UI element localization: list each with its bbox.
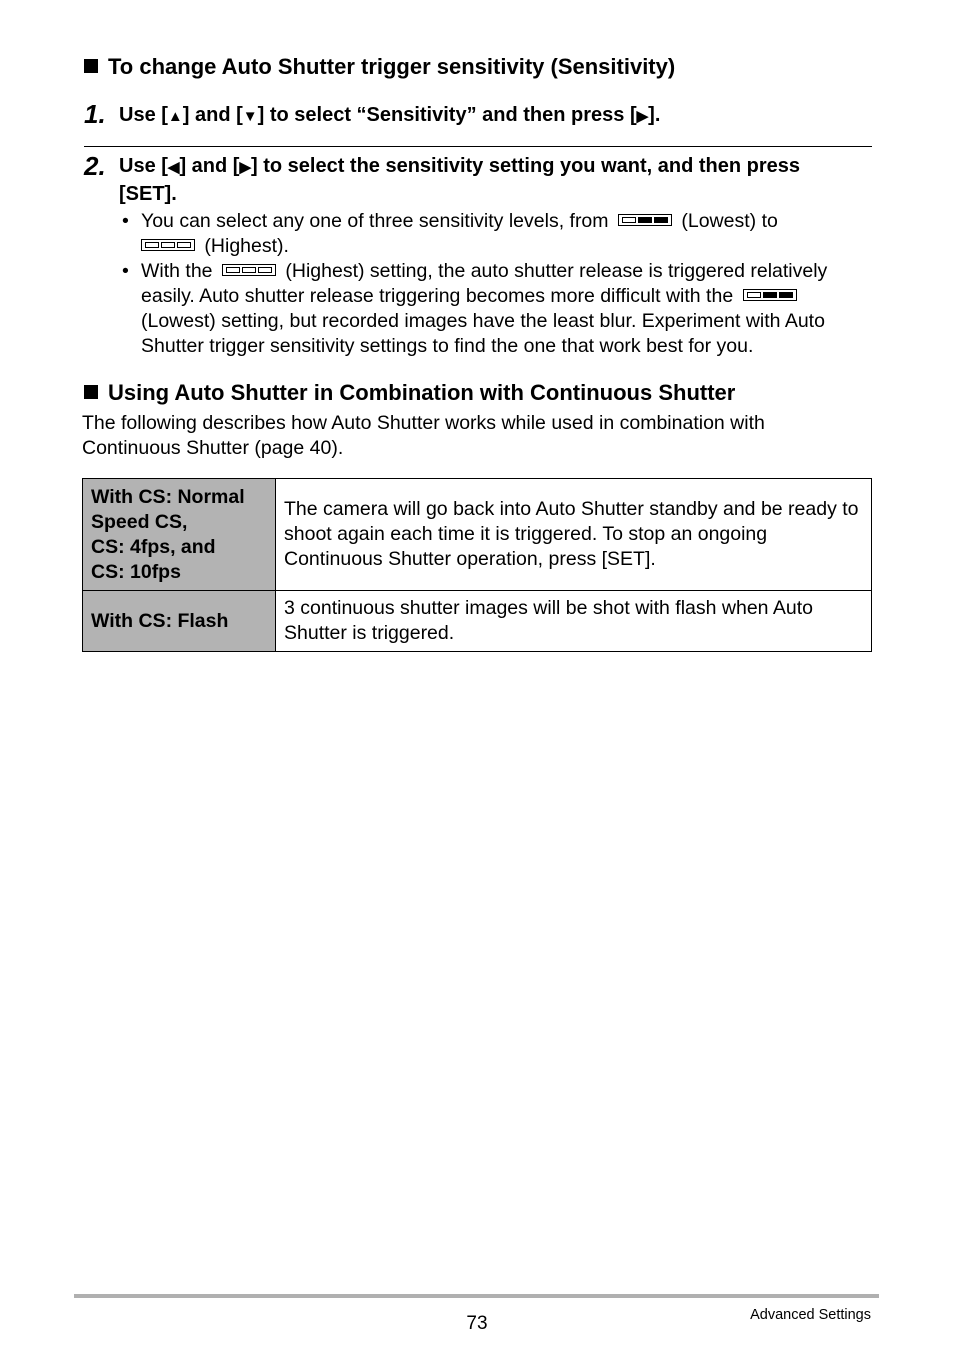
bullet-sensitivity-levels: • You can select any one of three sensitivity levels, from (Lowest) to (Highest).: [122, 210, 778, 257]
section-heading-sensitivity: To change Auto Shutter trigger sensitivity (Sensitivity): [84, 54, 675, 80]
step-1-instruction: Use [▲] and [▼] to select “Sensitivity” and then press [▶].: [119, 104, 661, 126]
page-number: 73: [466, 1313, 488, 1334]
up-arrow-icon: ▲: [167, 108, 183, 125]
square-bullet-icon: [84, 59, 98, 73]
step-number-1: 1.: [84, 99, 106, 129]
continuous-shutter-table: [82, 478, 872, 652]
bullet-sensitivity-explanation: • With the (Highest) setting, the auto shutter release is triggered relatively easily. Auto shutter release triggering becomes more difficult with the (Lowest) setting, but recorded images have the least blur. Experiment with Auto Shutter trigger sensitivity settings to find the one that work best for you.: [122, 260, 828, 357]
table-row: [83, 591, 872, 652]
row-label: With CS: Normal Speed CS, CS: 4fps, and CS: 10fps: [83, 479, 276, 591]
step-2-instruction: Use [◀] and [▶] to select the sensitivity setting you want, and then press [SET].: [119, 155, 801, 205]
section-intro: The following describes how Auto Shutter works while used in combination with Continuous Shutter (page 40).: [82, 412, 765, 459]
step-divider: [84, 146, 872, 147]
square-bullet-icon: [84, 385, 98, 399]
footer-section-name: Advanced Settings: [750, 1307, 871, 1323]
sensitivity-highest-icon: [222, 264, 276, 276]
step-number-2: 2.: [84, 151, 106, 181]
sensitivity-lowest-icon: [618, 214, 672, 226]
table-row: [83, 479, 872, 591]
row-label: With CS: Flash: [83, 591, 276, 652]
down-arrow-icon: ▼: [242, 108, 258, 125]
row-description: 3 continuous shutter images will be shot with flash when Auto Shutter is triggered.: [276, 591, 872, 652]
footer-divider: [74, 1294, 879, 1298]
section-heading-continuous-shutter: Using Auto Shutter in Combination with Continuous Shutter: [84, 380, 735, 406]
row-description: The camera will go back into Auto Shutter standby and be ready to shoot again each time it is triggered. To stop an ongoing Continuous Shutter operation, press [SET].: [276, 479, 872, 591]
right-arrow-icon: ▶: [239, 159, 251, 176]
sensitivity-lowest-icon: [743, 289, 797, 301]
left-arrow-icon: ◀: [167, 159, 180, 176]
sensitivity-highest-icon: [141, 239, 195, 251]
right-arrow-icon: ▶: [636, 108, 649, 125]
